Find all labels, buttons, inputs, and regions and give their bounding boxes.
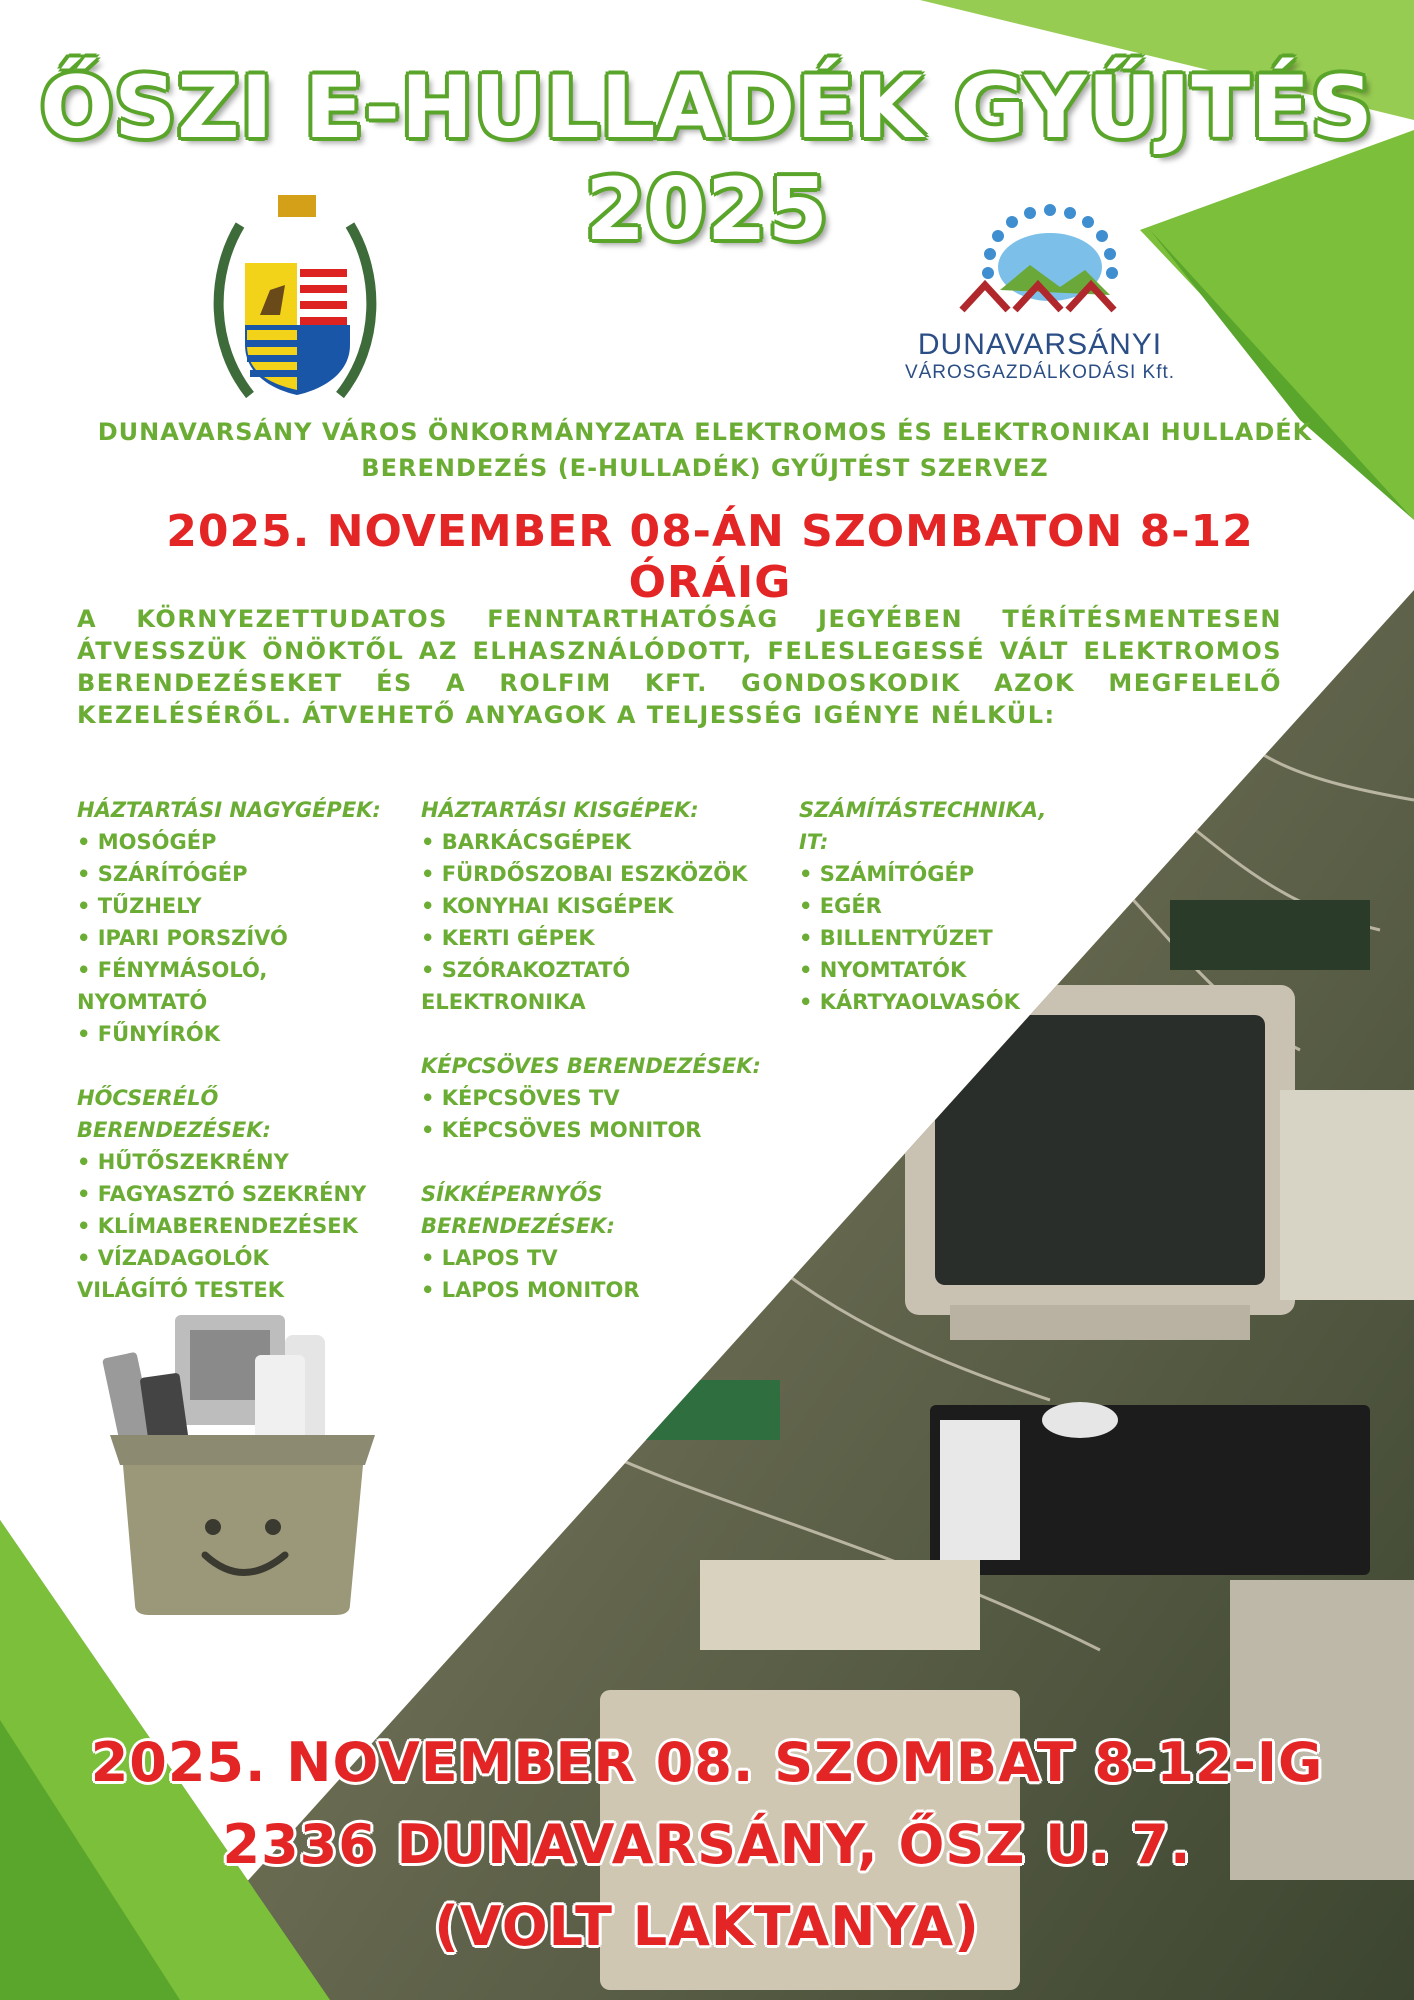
group-title: KÉPCSÖVES BERENDEZÉSEK: (421, 1054, 761, 1078)
list-item: • HŰTŐSZEKRÉNY (77, 1150, 289, 1174)
company-subtitle: VÁROSGAZDÁLKODÁSI Kft. (904, 362, 1176, 383)
list-item: NYOMTATÓ (77, 990, 208, 1014)
list-item: • FÜRDŐSZOBAI ESZKÖZÖK (421, 862, 748, 886)
bottom-location-note: (VOLT LAKTANYA) (434, 1895, 980, 1958)
list-item: • FAGYASZTÓ SZEKRÉNY (77, 1182, 367, 1206)
column-2 (421, 794, 801, 1306)
item-list (421, 1082, 801, 1146)
list-item: • FŰNYÍRÓK (77, 1022, 221, 1046)
event-date: 2025. NOVEMBER 08-ÁN SZOMBATON 8-12 ÓRÁIG (166, 506, 1254, 608)
item-list (799, 858, 1059, 1018)
list-item: • KONYHAI KISGÉPEK (421, 894, 674, 918)
list-item: • KÁRTYAOLVASÓK (799, 990, 1020, 1014)
list-item: • TŰZHELY (77, 894, 202, 918)
list-item: • BARKÁCSGÉPEK (421, 830, 632, 854)
list-item: • LAPOS MONITOR (421, 1278, 640, 1302)
column-1 (77, 794, 417, 1306)
group-title: SÍKKÉPERNYŐS BERENDEZÉSEK: (421, 1182, 615, 1238)
list-item: • KÉPCSÖVES MONITOR (421, 1118, 702, 1142)
list-item: • KLÍMABERENDEZÉSEK (77, 1214, 358, 1238)
group-title: HÁZTARTÁSI KISGÉPEK: (421, 798, 699, 822)
item-list (77, 1146, 417, 1306)
list-item: • EGÉR (799, 894, 882, 918)
list-item: VILÁGÍTÓ TESTEK (77, 1278, 284, 1302)
list-item: • IPARI PORSZÍVÓ (77, 926, 288, 950)
group-title: SZÁMÍTÁSTECHNIKA, IT: (799, 798, 1047, 854)
ewaste-bin-icon (102, 1315, 375, 1615)
group-title: HŐCSERÉLŐ BERENDEZÉSEK: (77, 1086, 271, 1142)
list-item: • SZÁMÍTÓGÉP (799, 862, 975, 886)
list-item: • BILLENTYŰZET (799, 926, 993, 950)
list-item: • NYOMTATÓK (799, 958, 967, 982)
page-title-line2: 2025 (585, 160, 829, 260)
list-item: • SZÓRAKOZTATÓ ELEKTRONIKA (421, 958, 631, 1014)
list-item: • LAPOS TV (421, 1246, 558, 1270)
list-item: • KERTI GÉPEK (421, 926, 595, 950)
page-title-line1: ŐSZI E-HULLADÉK GYŰJTÉS (40, 58, 1374, 158)
list-item: • MOSÓGÉP (77, 830, 217, 854)
group-title: HÁZTARTÁSI NAGYGÉPEK: (77, 798, 381, 822)
company-name: DUNAVARSÁNYI (917, 328, 1163, 361)
item-list (421, 1242, 801, 1306)
intro-text: DUNAVARSÁNY VÁROS ÖNKORMÁNYZATA ELEKTROMOS ÉS ELEKTRONIKAI HULLADÉK BERENDEZÉS (E-HULLADÉK) GYŰJTÉST SZERVEZ (97, 418, 1313, 482)
item-list (421, 826, 801, 1018)
list-item: • SZÁRÍTÓGÉP (77, 862, 248, 886)
column-3 (799, 794, 1059, 1018)
bottom-address: 2336 DUNAVARSÁNY, ŐSZ U. 7. (222, 1813, 1192, 1876)
list-item: • KÉPCSÖVES TV (421, 1086, 620, 1110)
bottom-date: 2025. NOVEMBER 08. SZOMBAT 8-12-IG (90, 1731, 1324, 1794)
body-text: A KÖRNYEZETTUDATOS FENNTARTHATÓSÁG JEGYÉBEN TÉRÍTÉSMENTESEN ÁTVESSZÜK ÖNÖKTŐL AZ ELHASZNÁLÓDOTT, FELESLEGESSÉ VÁLT ELEKTROMOS BERENDEZÉSEKET ÉS A ROLFIM KFT. GONDOSKODIK AZOK MEGFELELŐ KEZELÉSÉRŐL. ÁTVEHETŐ ANYAGOK A TELJESSÉG IGÉNYE NÉLKÜL: (77, 605, 1282, 729)
item-list (77, 826, 417, 1050)
list-item: • FÉNYMÁSOLÓ, (77, 958, 268, 982)
list-item: • VÍZADAGOLÓK (77, 1246, 269, 1270)
